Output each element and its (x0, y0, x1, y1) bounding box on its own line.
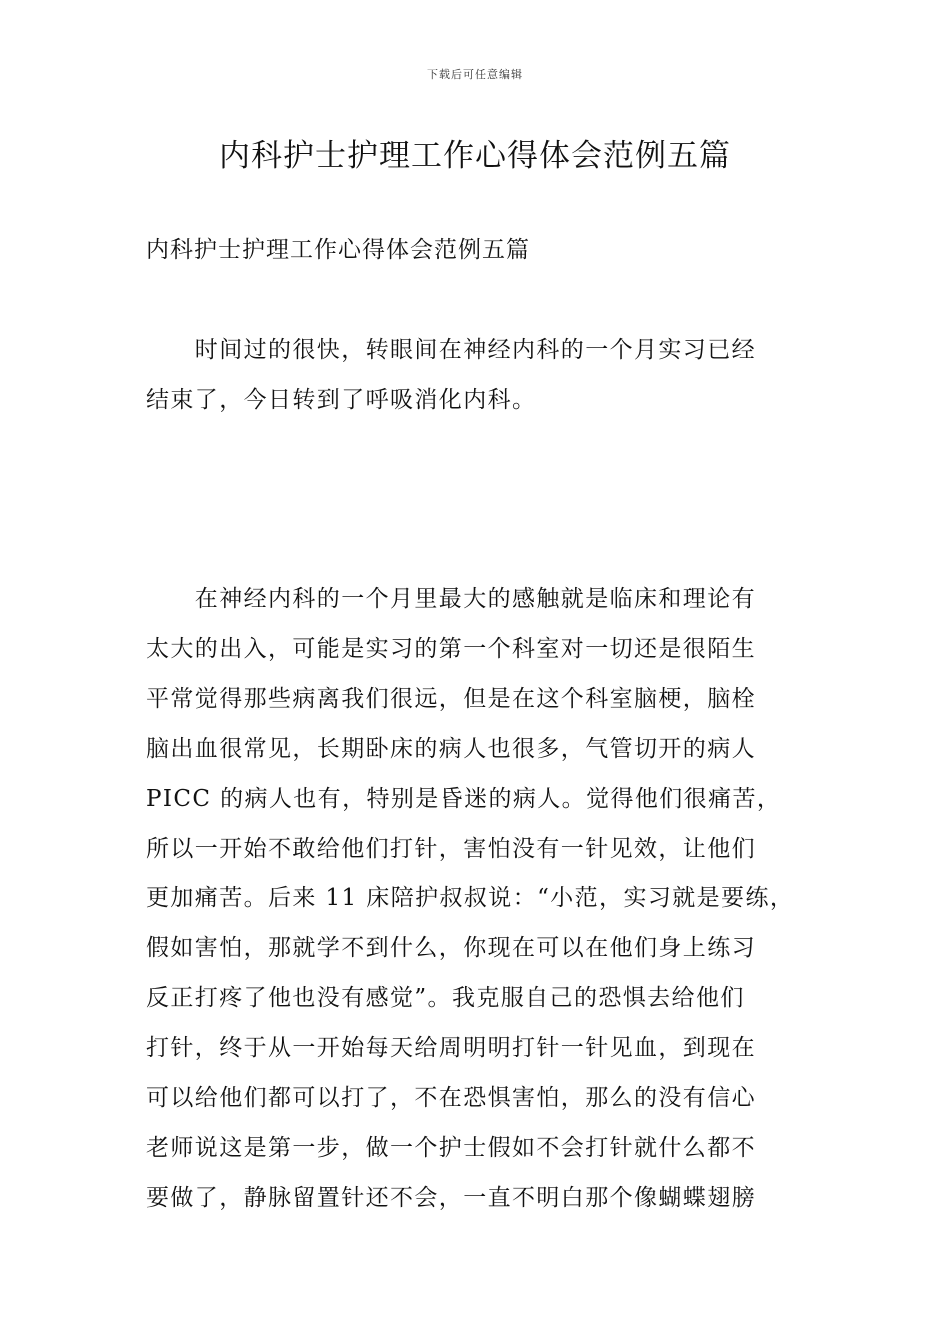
paragraph-1-line-1: 时间过的很快，转眼间在神经内科的一个月实习已经 (146, 337, 756, 363)
paragraph-2-line-10: 打针，终于从一开始每天给周明明打针一针见血，到现在 (146, 1035, 756, 1061)
paragraph-2-line-12: 老师说这是第一步，做一个护士假如不会打针就什么都不 (146, 1135, 756, 1161)
paragraph-2-line-13: 要做了，静脉留置针还不会，一直不明白那个像蝴蝶翅膀 (146, 1185, 756, 1211)
paragraph-2-line-9: 反正打疼了他也没有感觉”。我克服自己的恐惧去给他们 (146, 985, 745, 1011)
paragraph-2-line-4: 脑出血很常见，长期卧床的病人也很多，气管切开的病人 (146, 736, 756, 762)
document-title: 内科护士护理工作心得体会范例五篇 (219, 138, 731, 174)
paragraph-2-line-1: 在神经内科的一个月里最大的感触就是临床和理论有 (146, 586, 756, 612)
paragraph-2-line-3: 平常觉得那些病离我们很远，但是在这个科室脑梗，脑栓 (146, 686, 756, 712)
paragraph-2-line-5: PICC 的病人也有，特别是昏迷的病人。觉得他们很痛苦， (146, 786, 782, 812)
paragraph-1-line-2: 结束了，今日转到了呼吸消化内科。 (146, 387, 537, 413)
paragraph-2-line-8: 假如害怕，那就学不到什么，你现在可以在他们身上练习 (146, 935, 756, 961)
paragraph-2-line-7: 更加痛苦。后来 11 床陪护叔叔说：“小范，实习就是要练， (146, 885, 795, 911)
header-note: 下载后可任意编辑 (427, 68, 523, 81)
paragraph-2-line-11: 可以给他们都可以打了，不在恐惧害怕，那么的没有信心 (146, 1085, 756, 1111)
paragraph-2-line-2: 太大的出入，可能是实习的第一个科室对一切还是很陌生 (146, 636, 756, 662)
document-subtitle: 内科护士护理工作心得体会范例五篇 (146, 237, 530, 263)
paragraph-2-line-6: 所以一开始不敢给他们打针，害怕没有一针见效，让他们 (146, 836, 756, 862)
